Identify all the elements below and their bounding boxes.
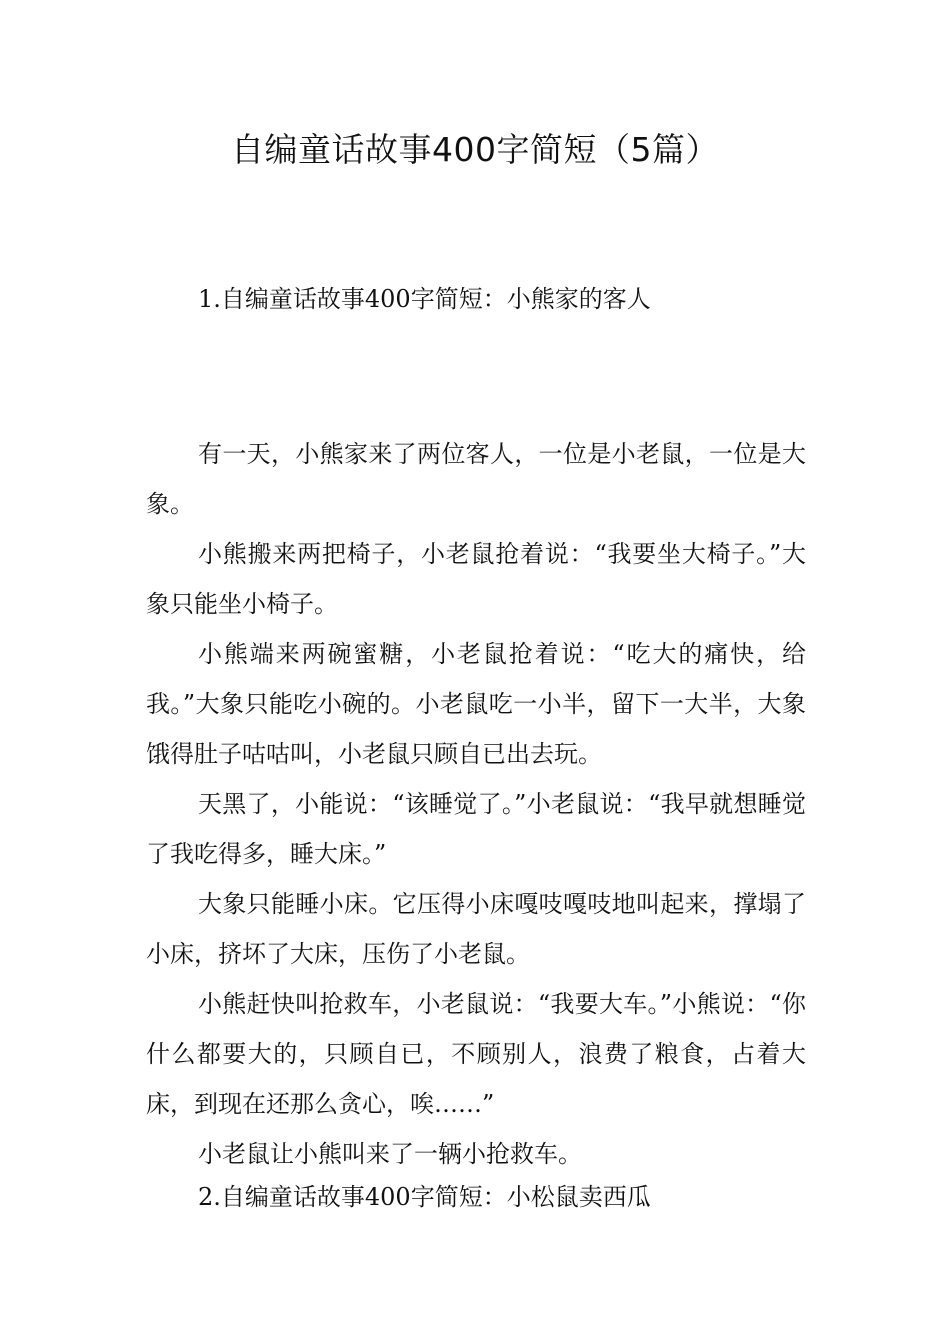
paragraph: 天黑了，小能说：“该睡觉了。”小老鼠说：“我早就想睡觉了我吃得多，睡大床。” [146,790,806,868]
section-heading-1: 1.自编童话故事400字简短：小熊家的客人 [198,285,651,313]
paragraph: 小熊赶快叫抢救车，小老鼠说：“我要大车。”小熊说：“你什么都要大的，只顾自已，不顾别人，浪费了粮食，占着大床，到现在还那么贪心，唉……” [146,990,806,1118]
paragraph: 有一天，小熊家来了两位客人，一位是小老鼠，一位是大象。 [146,440,806,518]
document-title: 自编童话故事400字简短（5篇） [231,130,719,169]
paragraph: 小熊搬来两把椅子，小老鼠抢着说：“我要坐大椅子。”大象只能坐小椅子。 [146,540,806,618]
section-1-body [146,429,806,1179]
paragraph: 小熊端来两碗蜜糖，小老鼠抢着说：“吃大的痛快，给我。”大象只能吃小碗的。小老鼠吃一小半，留下一大半，大象饿得肚子咕咕叫，小老鼠只顾自已出去玩。 [146,640,806,768]
paragraph: 小老鼠让小熊叫来了一辆小抢救车。 [198,1140,582,1168]
paragraph: 大象只能睡小床。它压得小床嘎吱嘎吱地叫起来，撑塌了小床，挤坏了大床，压伤了小老鼠。 [146,890,806,968]
section-heading-2: 2.自编童话故事400字简短：小松鼠卖西瓜 [198,1183,651,1211]
